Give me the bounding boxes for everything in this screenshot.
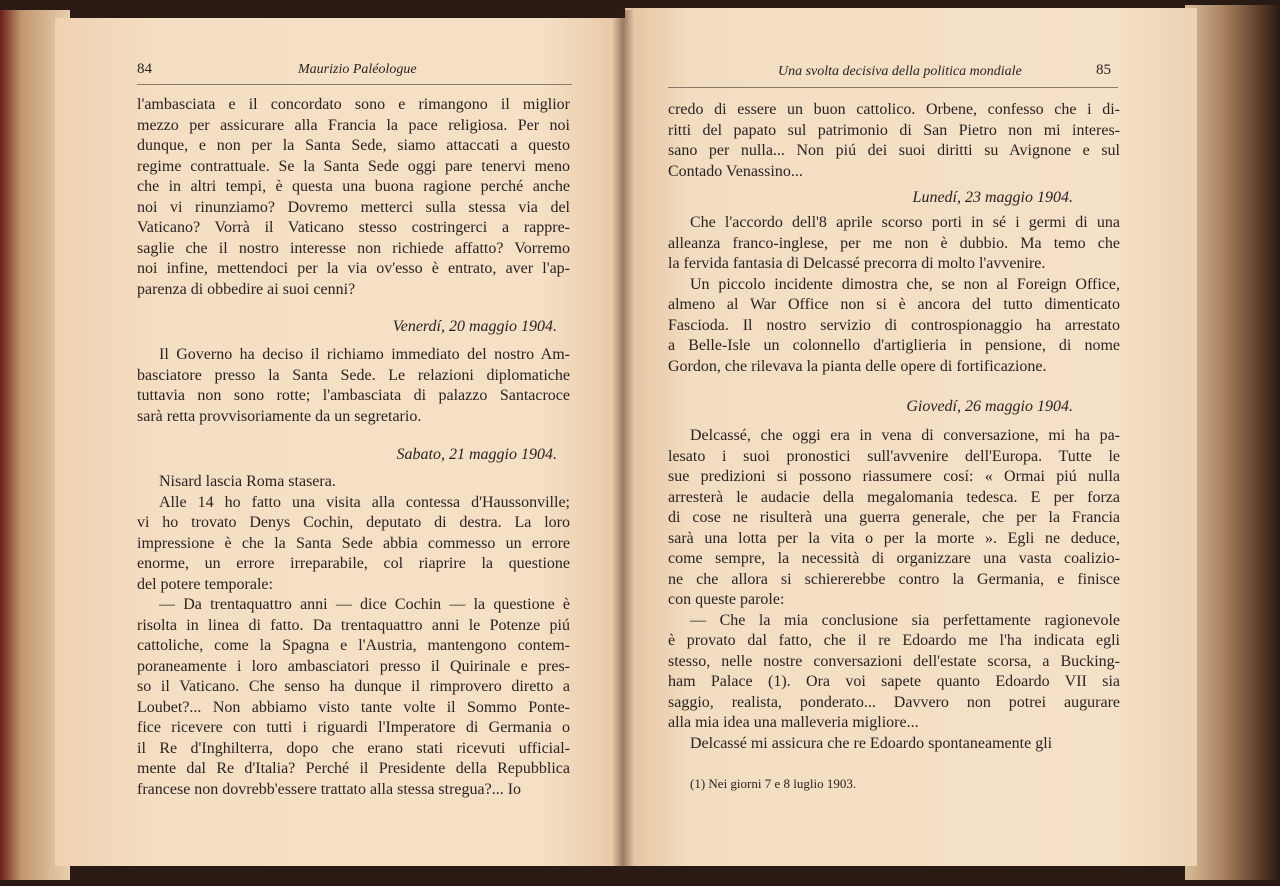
text-line: mezzo per assicurare alla Francia la pace religiosa. Per noi <box>137 116 570 134</box>
left-text-2 <box>137 345 570 427</box>
text-line: come sempre, la necessità di organizzare una vasta coalizio- <box>668 550 1120 567</box>
text-line: dunque, e non per la Santa Sede, siamo attaccati a questo <box>137 137 570 154</box>
text-line: tuttavia non sono rotte; l'ambasciata di palazzo Santacroce <box>137 387 570 404</box>
text-line: sarà retta provvisoriamente da un segretario. <box>137 407 422 425</box>
paragraph <box>668 213 1120 275</box>
text-line: Nisard lascia Roma stasera. <box>159 473 336 490</box>
text-line: basciatore presso la Santa Sede. Le relazioni diplomatiche <box>137 366 570 384</box>
text-line: Delcassé, che oggi era in vena di conversazione, mi ha pa- <box>690 427 1120 444</box>
text-line: arresterà le audacie della megalomania tedesca. E per forza <box>668 488 1120 506</box>
page-number-left: 84 <box>137 61 152 77</box>
text-line: noi vi rinunziamo? Dovremo metterci sulla stessa via del <box>137 198 570 216</box>
paragraph <box>668 734 1120 755</box>
text-line: Fascioda. Il nostro servizio di controspionaggio ha arrestato <box>668 316 1120 334</box>
paragraph <box>668 611 1120 734</box>
text-line: sue predizioni si possono riassumere cosí: « Ormai piú nulla <box>668 468 1120 485</box>
text-line: con queste parole: <box>668 591 785 608</box>
text-line: saglie che il nostro interesse non richiede affatto? Vorremo <box>137 239 570 257</box>
text-line: Vaticano? Vorrà il Vaticano stesso costringerci a rappre- <box>137 219 570 236</box>
paragraph <box>137 493 570 596</box>
text-line: del potere temporale: <box>137 575 273 593</box>
text-line: saggio, realista, ponderato... Davvero non potrei augurare <box>668 693 1120 711</box>
text-line: lesato i suoi pronostici sull'avvenire dell'Europa. Tutte le <box>668 447 1120 465</box>
text-line: l'ambasciata e il concordato sono e rimangono il miglior <box>137 96 570 113</box>
text-line: enorme, un errore irreparabile, col riaprire la questione <box>137 555 570 572</box>
paragraph <box>668 426 1120 611</box>
running-header-right: Una svolta decisiva della politica mondiale <box>778 64 1022 79</box>
text-line: fice ricevere con tutti i riguardi l'Imperatore di Germania o <box>137 719 570 736</box>
text-line: credo di essere un buon cattolico. Orbene, confesso che i di- <box>668 101 1120 118</box>
text-line: Delcassé mi assicura che re Edoardo spontaneamente gli <box>690 734 1053 752</box>
right-text-3 <box>668 426 1120 754</box>
text-line: Che l'accordo dell'8 aprile scorso porti in sé i germi di una <box>690 214 1120 231</box>
text-line: so il Vaticano. Che senso ha dunque il rimprovero diretto a <box>137 678 570 695</box>
header-rule-left <box>137 84 572 85</box>
footnote: (1) Nei giorni 7 e 8 luglio 1903. <box>690 776 857 791</box>
text-line: che in altri tempi, è questa una buona ragione perché anche <box>137 178 570 195</box>
left-text-3 <box>137 472 570 800</box>
text-line: — Da trentaquattro anni — dice Cochin — la questione è <box>159 596 570 613</box>
text-line: di cose ne risulterà una guerra generale, che per la Francia <box>668 509 1120 526</box>
text-line: alleanza franco-inglese, per me non è dubbio. Ma temo che <box>668 234 1120 252</box>
text-line: impressione è che la Santa Sede abbia commesso un errore <box>137 534 570 552</box>
text-line: almeno al War Office non si è ancora del tutto dimenticato <box>668 296 1120 313</box>
paragraph <box>668 100 1120 182</box>
text-line: cattoliche, come la Spagna e l'Austria, mantengono contem- <box>137 637 570 654</box>
diary-date: Venerdí, 20 maggio 1904. <box>392 318 557 335</box>
text-line: regime contrattuale. Se la Santa Sede oggi pare tenervi meno <box>137 157 570 175</box>
text-line: Loubet?... Non abbiamo visto tante volte il Sommo Ponte- <box>137 698 570 716</box>
paragraph <box>137 595 570 800</box>
diary-date: Lunedí, 23 maggio 1904. <box>912 189 1073 206</box>
text-line: Alle 14 ho fatto una visita alla contessa d'Haussonville; <box>159 493 570 511</box>
text-line: ne che allora si schiererebbe contro la Germania, e finisce <box>668 570 1120 588</box>
paragraph <box>137 95 570 300</box>
text-line: noi infine, mettendoci per la via ov'esso è entrato, aver l'ap- <box>137 260 570 277</box>
text-line: sarà una lotta per la vita o per la morte ». Egli ne deduce, <box>668 529 1120 547</box>
text-line: alla mia idea una malleveria migliore... <box>668 714 919 731</box>
text-line: mente dal Re d'Italia? Perché il Presidente della Repubblica <box>137 760 570 777</box>
right-text-1 <box>668 100 1120 182</box>
header-rule-right <box>668 87 1118 88</box>
diary-date: Sabato, 21 maggio 1904. <box>396 446 557 463</box>
text-line: risolta in linea di fatto. Da trentaquattro anni le Potenze piú <box>137 616 570 634</box>
text-line: Un piccolo incidente dimostra che, se non al Foreign Office, <box>690 275 1120 293</box>
text-line: poraneamente i loro ambasciatori presso il Quirinale e pres- <box>137 657 570 675</box>
text-line: stesso, nelle nostre conversazioni dell'estate scorsa, a Bucking- <box>668 652 1120 670</box>
text-line: — Che la mia conclusione sia perfettamente ragionevole <box>690 611 1120 629</box>
text-line: parenza di obbedire ai suoi cenni? <box>137 280 356 298</box>
text-line: il Re d'Inghilterra, dopo che erano stati ricevuti ufficial- <box>137 739 570 757</box>
text-line: ham Palace (1). Ora voi sapete quanto Edoardo VII sia <box>668 673 1120 690</box>
text-line: Contado Venassino... <box>668 162 803 180</box>
text-line: ritti del papato sul patrimonio di San Pietro non mi interes- <box>668 121 1120 139</box>
book-edge-right <box>1185 5 1280 880</box>
left-text-1 <box>137 95 570 300</box>
paragraph <box>668 275 1120 378</box>
paragraph <box>137 472 570 493</box>
text-line: è provato dal fatto, che il re Edoardo me l'ha indicata egli <box>668 632 1120 649</box>
paragraph <box>137 345 570 427</box>
text-line: vi ho trovato Denys Cochin, deputato di destra. La loro <box>137 514 570 531</box>
book-gutter <box>612 10 634 870</box>
text-line: sano per nulla... Non piú dei suoi diritti su Avignone e sul <box>668 142 1120 159</box>
text-line: Il Governo ha deciso il richiamo immediato del nostro Am- <box>159 346 570 363</box>
right-text-2 <box>668 213 1120 377</box>
diary-date: Giovedí, 26 maggio 1904. <box>906 398 1073 415</box>
running-header-left: Maurizio Paléologue <box>298 62 417 77</box>
text-line: francese non dovrebb'essere trattato alla stessa stregua?... Io <box>137 780 522 798</box>
text-line: la fervida fantasia di Delcassé precorra di molto l'avvenire. <box>668 255 1046 272</box>
text-line: Gordon, che rilevava la pianta delle opere di fortificazione. <box>668 357 1047 375</box>
text-line: a Belle-Isle un colonnello d'artiglieria in pensione, di nome <box>668 337 1120 354</box>
page-number-right: 85 <box>1096 62 1111 78</box>
